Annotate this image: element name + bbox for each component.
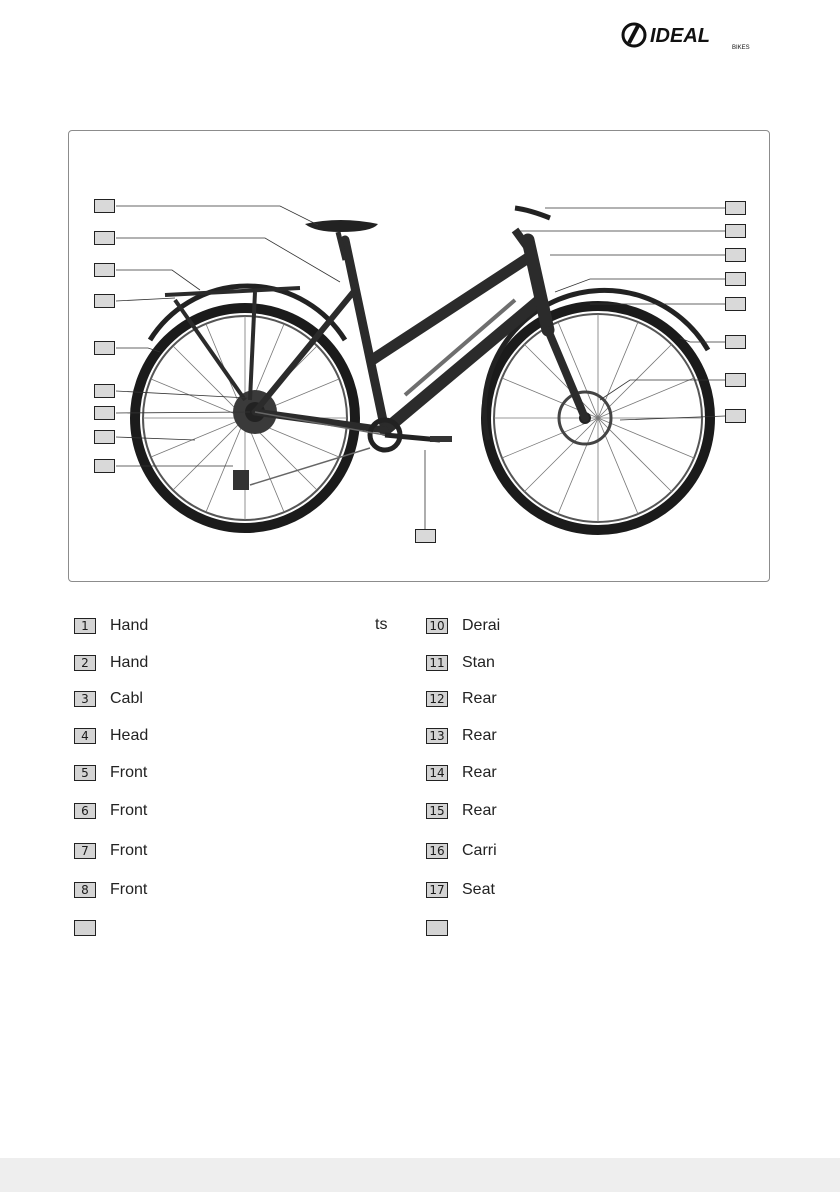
- callout-box-left-5: [94, 341, 115, 355]
- legend-row: [74, 653, 148, 673]
- callout-box-left-7: [94, 406, 115, 420]
- legend-number: 8: [74, 882, 96, 898]
- legend-number: 16: [426, 843, 448, 859]
- legend-row: [74, 801, 147, 821]
- legend-number: 1: [74, 618, 96, 634]
- callout-box-bottom: [415, 529, 436, 543]
- legend-label: Front: [110, 764, 148, 781]
- callout-box-left-8: [94, 430, 115, 444]
- svg-text:BIKES: BIKES: [732, 45, 750, 50]
- legend-label: Seat: [462, 881, 495, 898]
- legend-row: [74, 689, 143, 709]
- legend-number: 4: [74, 728, 96, 744]
- legend-label: Carri: [462, 842, 497, 859]
- legend-row: [74, 880, 147, 900]
- legend-row: [426, 763, 497, 783]
- callout-box-left-9: [94, 459, 115, 473]
- callout-box-right-7: [725, 373, 746, 387]
- callout-box-right-2: [725, 224, 746, 238]
- legend-label: Cabl: [110, 690, 143, 707]
- legend-row: [74, 841, 147, 861]
- legend-number: 11: [426, 655, 448, 671]
- legend-label: Rear: [462, 690, 497, 707]
- callout-box-right-4: [725, 272, 746, 286]
- legend-row: [74, 726, 148, 746]
- callout-box-right-6: [725, 335, 746, 349]
- callout-box-right-1: [725, 201, 746, 215]
- legend-number: 17: [426, 882, 448, 898]
- legend-row: [426, 689, 497, 709]
- legend-label: Hand: [110, 617, 149, 634]
- callout-box-right-8: [725, 409, 746, 423]
- legend-number: 15: [426, 803, 448, 819]
- callout-box-right-3: [725, 248, 746, 262]
- leader-lines: [116, 206, 725, 529]
- svg-text:IDEAL: IDEAL: [650, 25, 710, 47]
- legend-number: 5: [74, 765, 96, 781]
- callout-box-left-3: [94, 263, 115, 277]
- legend-label: Rear: [462, 802, 497, 819]
- callout-box-right-5: [725, 297, 746, 311]
- legend-label: Front: [110, 842, 148, 859]
- legend-label: Rear: [462, 727, 497, 744]
- legend-label: Rear: [462, 764, 497, 781]
- legend-row: [426, 841, 497, 861]
- legend-number: 6: [74, 803, 96, 819]
- legend-row: [426, 880, 495, 900]
- legend-label: Stan: [462, 654, 495, 671]
- callout-box-left-4: [94, 294, 115, 308]
- legend-label: Head: [110, 727, 149, 744]
- legend-label: Front: [110, 881, 148, 898]
- callout-box-left-2: [94, 231, 115, 245]
- legend-number: 14: [426, 765, 448, 781]
- callout-box-left-6: [94, 384, 115, 398]
- legend-row: [74, 616, 148, 636]
- legend-number: 7: [74, 843, 96, 859]
- legend-row: [74, 918, 110, 938]
- legend-row: [426, 918, 462, 938]
- legend-number: 2: [74, 655, 96, 671]
- legend-row: [426, 801, 497, 821]
- legend-number: [426, 920, 448, 936]
- legend-number: 12: [426, 691, 448, 707]
- legend-number: [74, 920, 96, 936]
- legend-row: [426, 653, 495, 673]
- callout-box-left-1: [94, 199, 115, 213]
- legend-row: [74, 763, 147, 783]
- footer-band: [0, 1158, 840, 1192]
- legend-number: 3: [74, 691, 96, 707]
- legend-number: 13: [426, 728, 448, 744]
- legend-text-fragment: ts: [375, 616, 388, 633]
- legend-label: Front: [110, 802, 148, 819]
- legend-row: [426, 616, 500, 636]
- legend-row: [426, 726, 497, 746]
- legend-number: 10: [426, 618, 448, 634]
- legend-label: Derai: [462, 617, 501, 634]
- legend-label: Hand: [110, 654, 149, 671]
